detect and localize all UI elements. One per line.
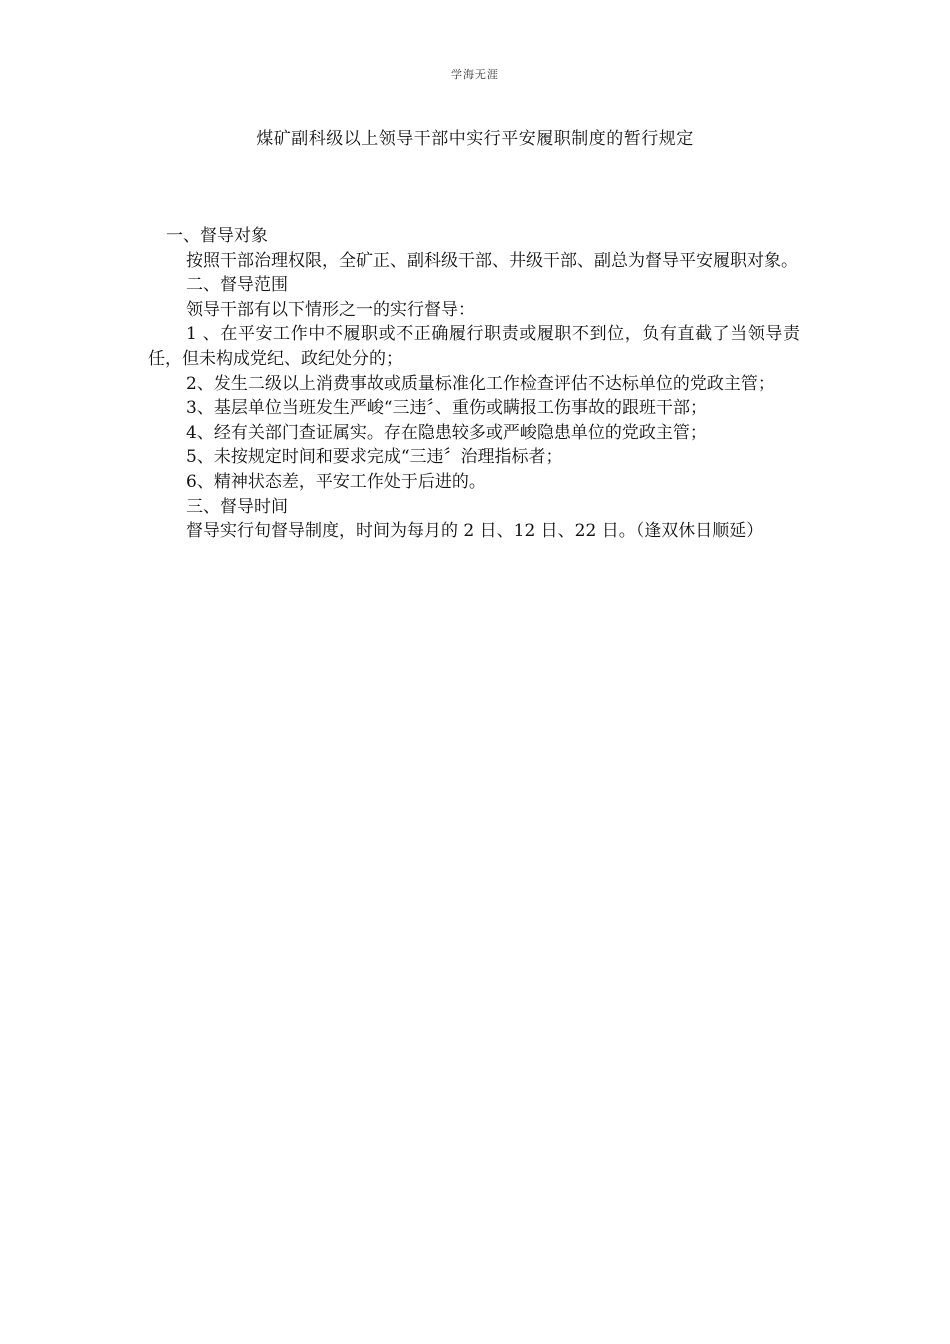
section-heading-time: 三、督导时间: [186, 496, 288, 517]
list-item: 3、基层单位当班发生严峻“三违〞、重伤或瞒报工伤事故的跟班干部；: [186, 398, 708, 419]
section-heading-scope: 二、督导范围: [186, 275, 288, 296]
paragraph-scope-intro: 领导干部有以下情形之一的实行督导：: [186, 299, 475, 320]
list-item: 1 、在平安工作中不履职或不正确履行职责或履职不到位，负有直截了当领导责任，但未构成党纪、政纪处分的；: [148, 324, 800, 369]
list-item: 5、未按规定时间和要求完成“三违〞治理指标者；: [186, 447, 563, 468]
list-item: 4、经有关部门查证属实。存在隐患较多或严峻隐患单位的党政主管；: [186, 422, 707, 443]
paragraph-time: 督导实行旬督导制度，时间为每月的 2 日、12 日、22 日。（逢双休日顺延）: [186, 521, 764, 542]
page-header: 学海无涯: [451, 68, 499, 81]
section-heading-targets: 一、督导对象: [166, 226, 268, 246]
paragraph-targets: 按照干部治理权限，全矿正、副科级干部、井级干部、副总为督导平安履职对象。: [186, 250, 798, 271]
list-item: 6、精神状态差，平安工作处于后进的。: [186, 471, 486, 492]
document-body: [148, 224, 800, 544]
document-title: 煤矿副科级以上领导干部中实行平安履职制度的暂行规定: [256, 129, 694, 149]
list-item: 2、发生二级以上消费事故或质量标准化工作检查评估不达标单位的党政主管；: [186, 373, 775, 394]
